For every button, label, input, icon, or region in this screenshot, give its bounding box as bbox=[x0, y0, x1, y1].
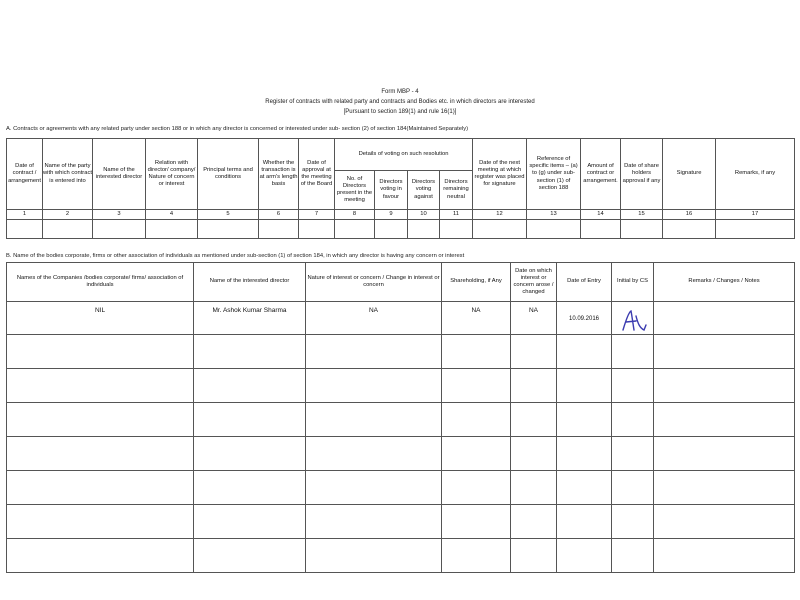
col-header-section-reference: Reference of specific items – (a) to (g) under sub-section (1) of section 188 bbox=[527, 139, 581, 210]
col-header-amount: Amount of contract or arrangement. bbox=[581, 139, 621, 210]
blank-cell bbox=[43, 220, 93, 239]
col-header-shareholding: Shareholding, if Any bbox=[442, 263, 511, 302]
column-number: 15 bbox=[621, 210, 663, 220]
col-header-remarks: Remarks, if any bbox=[716, 139, 795, 210]
column-number: 7 bbox=[299, 210, 335, 220]
table-row bbox=[7, 505, 795, 539]
column-number: 1 bbox=[7, 210, 43, 220]
blank-cell bbox=[299, 220, 335, 239]
column-number: 8 bbox=[335, 210, 375, 220]
form-subtitle: Register of contracts with related party and contracts and Bodies etc. in which directors are interested bbox=[265, 99, 535, 105]
table-row bbox=[7, 539, 795, 573]
col-header-company-names: Names of the Companies /bodies corporate/ firms/ association of individuals bbox=[7, 263, 194, 302]
table-row bbox=[7, 302, 795, 335]
interest-date-cell: NA bbox=[511, 302, 557, 335]
column-number: 12 bbox=[473, 210, 527, 220]
related-party-contracts-table bbox=[6, 138, 795, 239]
date-of-entry-cell: 10.09.2016 bbox=[557, 302, 612, 335]
table-row bbox=[7, 335, 795, 369]
column-number: 13 bbox=[527, 210, 581, 220]
blank-cell bbox=[621, 220, 663, 239]
blank-cell bbox=[93, 220, 146, 239]
blank-cell bbox=[663, 220, 716, 239]
column-number: 5 bbox=[198, 210, 259, 220]
col-header-board-approval-date: Date of approval at the meeting of the Board bbox=[299, 139, 335, 210]
blank-cell bbox=[375, 220, 408, 239]
remarks-cell bbox=[654, 302, 795, 335]
col-header-directors-present: No. of Directors present in the meeting bbox=[335, 171, 375, 210]
blank-cell bbox=[473, 220, 527, 239]
blank-cell bbox=[408, 220, 440, 239]
col-header-voting-details: Details of voting on such resolution bbox=[335, 139, 473, 171]
blank-cell bbox=[259, 220, 299, 239]
blank-cell bbox=[198, 220, 259, 239]
col-header-signature: Signature bbox=[663, 139, 716, 210]
column-number: 16 bbox=[663, 210, 716, 220]
col-header-relation: Relation with director/ company/ Nature of concern or interest bbox=[146, 139, 198, 210]
col-header-voting-against: Directors voting against bbox=[408, 171, 440, 210]
col-header-nature-of-interest: Nature of interest or concern / Change in interest or concern bbox=[306, 263, 442, 302]
col-header-interested-director: Name of the interested director bbox=[93, 139, 146, 210]
col-header-remarks: Remarks / Changes / Notes bbox=[654, 263, 795, 302]
initial-cell bbox=[612, 302, 654, 335]
blank-cell bbox=[716, 220, 795, 239]
col-header-remaining-neutral: Directors remaining neutral bbox=[440, 171, 473, 210]
column-number: 10 bbox=[408, 210, 440, 220]
company-names-cell: NIL bbox=[7, 302, 194, 335]
col-header-voting-favour: Directors voting in favour bbox=[375, 171, 408, 210]
form-header bbox=[0, 87, 800, 117]
col-header-next-meeting-date: Date of the next meeting at which register was placed for signature bbox=[473, 139, 527, 210]
col-header-principal-terms: Principal terms and conditions bbox=[198, 139, 259, 210]
col-header-party-name: Name of the party with which contract is entered into bbox=[43, 139, 93, 210]
col-header-initial-by-cs: Initial by CS bbox=[612, 263, 654, 302]
director-interest-table bbox=[6, 262, 795, 573]
section-a-heading: A. Contracts or agreements with any related party under section 188 or in which any director is concerned or interested under sub- section (2) of section 184(Maintained Separately) bbox=[6, 126, 469, 132]
section-b-heading: B. Name of the bodies corporate, firms or other association of individuals as mentioned under sub-section (1) of section 184, in which any director is having any concern or interest bbox=[6, 253, 465, 259]
column-number: 6 bbox=[259, 210, 299, 220]
blank-cell bbox=[440, 220, 473, 239]
column-number: 14 bbox=[581, 210, 621, 220]
blank-cell bbox=[527, 220, 581, 239]
table-row bbox=[7, 437, 795, 471]
col-header-date-of-contract: Date of contract / arrangement bbox=[7, 139, 43, 210]
director-name-cell: Mr. Ashok Kumar Sharma bbox=[194, 302, 306, 335]
col-header-date-of-entry: Date of Entry bbox=[557, 263, 612, 302]
col-header-shareholder-approval: Date of share holders approval if any bbox=[621, 139, 663, 210]
col-header-interest-date: Date on which interest or concern arose / changed bbox=[511, 263, 557, 302]
blank-cell bbox=[581, 220, 621, 239]
table-row bbox=[7, 471, 795, 505]
column-number: 9 bbox=[375, 210, 408, 220]
form-reference: [Pursuant to section 189(1) and rule 16(1)] bbox=[343, 109, 457, 115]
blank-cell bbox=[146, 220, 198, 239]
column-number: 11 bbox=[440, 210, 473, 220]
column-number: 4 bbox=[146, 210, 198, 220]
nature-cell: NA bbox=[306, 302, 442, 335]
form-title: Form MBP - 4 bbox=[381, 89, 419, 95]
blank-cell bbox=[7, 220, 43, 239]
blank-cell bbox=[335, 220, 375, 239]
column-number: 2 bbox=[43, 210, 93, 220]
shareholding-cell: NA bbox=[442, 302, 511, 335]
col-header-arms-length: Whether the transaction is at arm's length basis bbox=[259, 139, 299, 210]
table-row bbox=[7, 369, 795, 403]
table-row bbox=[7, 220, 795, 239]
col-header-interested-director: Name of the interested director bbox=[194, 263, 306, 302]
table-row bbox=[7, 403, 795, 437]
column-number: 3 bbox=[93, 210, 146, 220]
column-number: 17 bbox=[716, 210, 795, 220]
handwritten-initial-signature bbox=[612, 302, 653, 332]
